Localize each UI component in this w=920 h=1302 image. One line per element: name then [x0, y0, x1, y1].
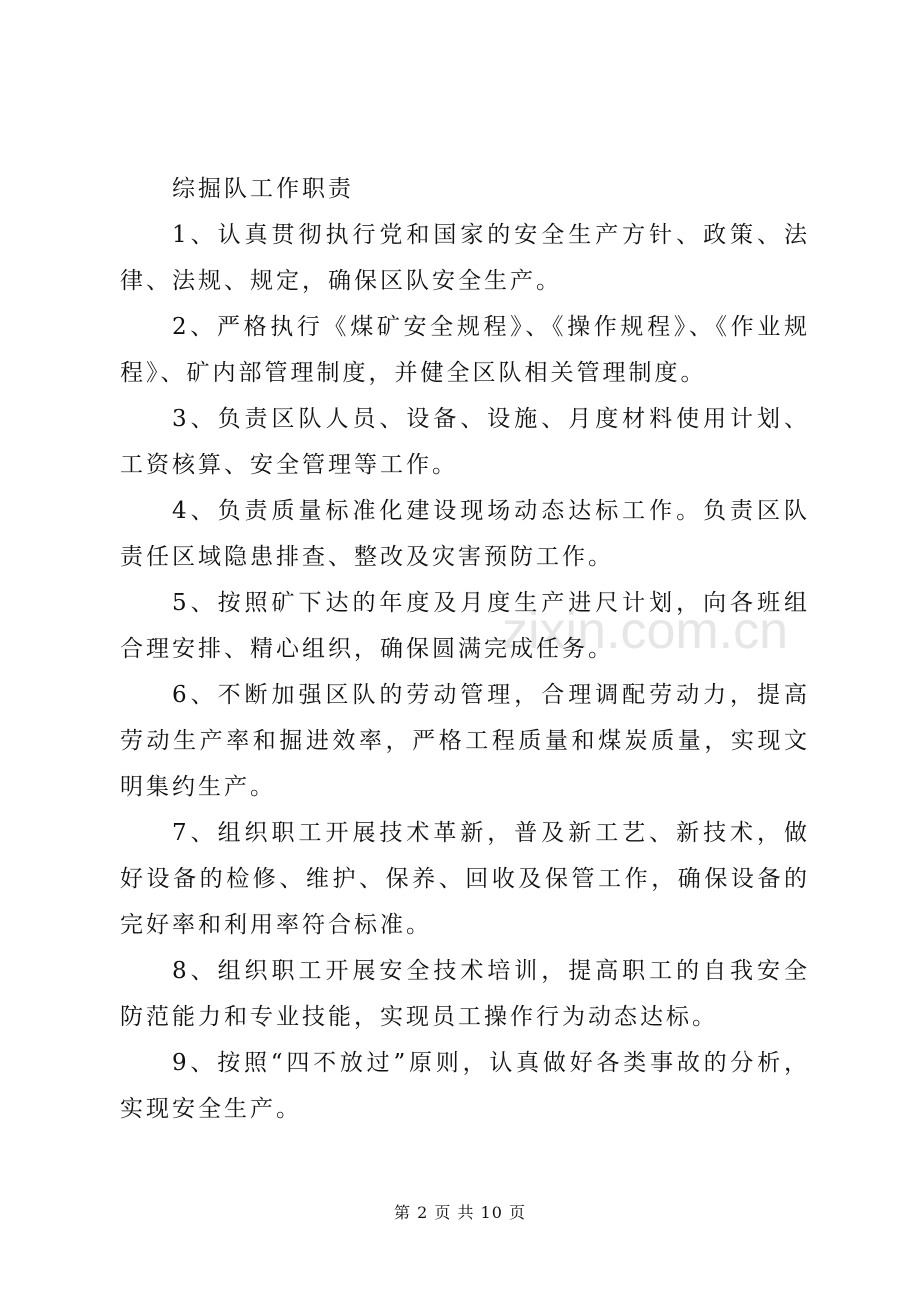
duty-item-3: 3、负责区队人员、设备、设施、月度材料使用计划、工资核算、安全管理等工作。	[120, 406, 810, 478]
page-footer: 第 2 页 共 10 页	[394, 1203, 526, 1222]
svg-text:zixin.com.cn: zixin.com.cn	[501, 602, 789, 660]
duty-item-9: 9、按照“四不放过”原则，认真做好各类事故的分析，实现安全生产。	[120, 1050, 810, 1122]
duty-item-2: 2、严格执行《煤矿安全规程》、《操作规程》、《作业规程》、矿内部管理制度，并健全区队相关管理制度。	[120, 314, 810, 386]
document-body	[120, 166, 810, 1132]
duty-item-6: 6、不断加强区队的劳动管理，合理调配劳动力，提高劳动生产率和掘进效率，严格工程质量和煤炭质量，实现文明集约生产。	[120, 682, 810, 800]
duty-item-8: 8、组织职工开展安全技术培训，提高职工的自我安全防范能力和专业技能，实现员工操作行为动态达标。	[120, 958, 810, 1030]
duty-item-5: 5、按照矿下达的年度及月度生产进尺计划，向各班组合理安排、精心组织，确保圆满完成任务。	[120, 590, 810, 662]
duty-item-1: 1、认真贯彻执行党和国家的安全生产方针、政策、法律、法规、规定，确保区队安全生产。	[120, 222, 810, 294]
duty-item-7: 7、组织职工开展技术革新，普及新工艺、新技术，做好设备的检修、维护、保养、回收及保管工作，确保设备的完好率和利用率符合标准。	[120, 820, 810, 938]
duty-item-4: 4、负责质量标准化建设现场动态达标工作。负责区队责任区域隐患排查、整改及灾害预防工作。	[120, 498, 810, 570]
document-title: 综掘队工作职责	[172, 176, 354, 202]
